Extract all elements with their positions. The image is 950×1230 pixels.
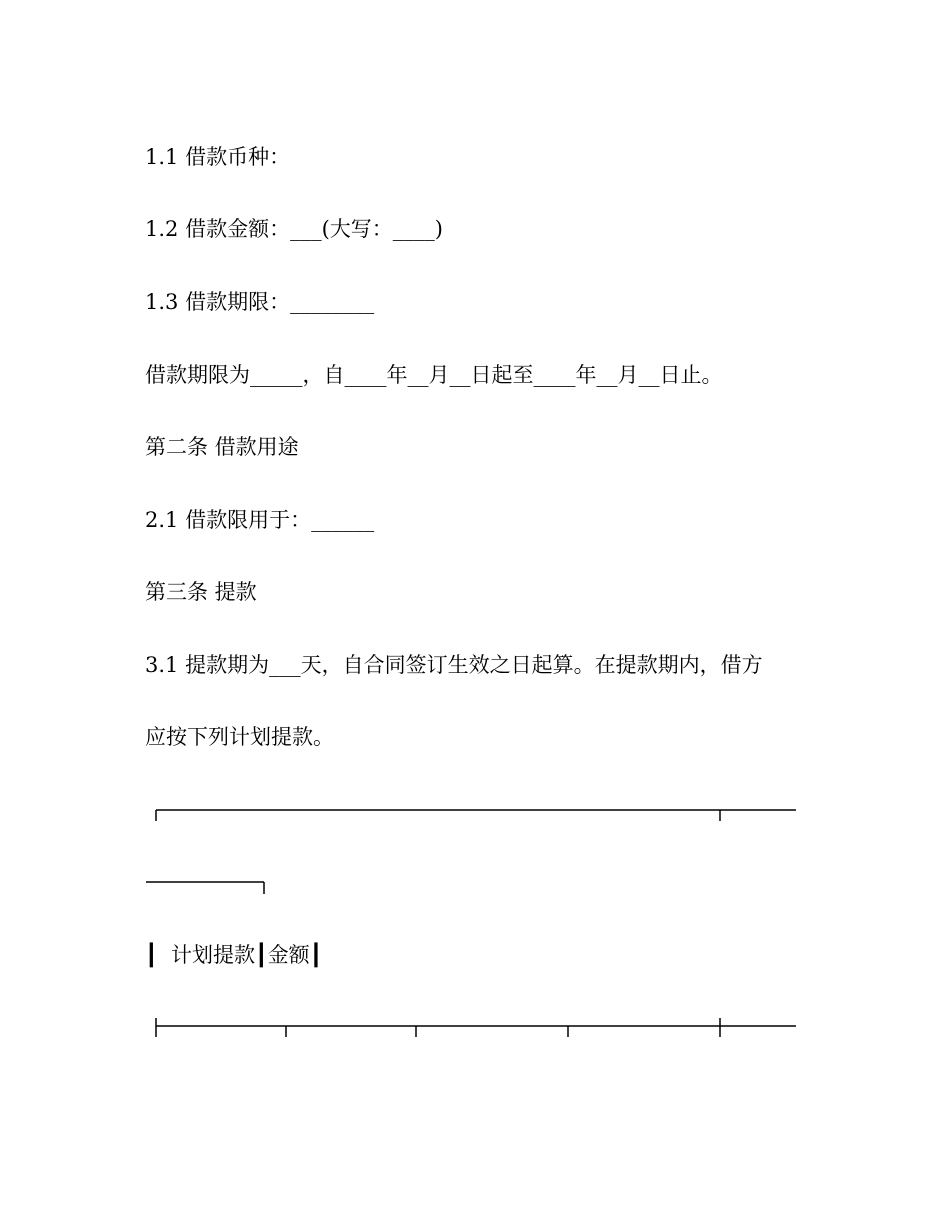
clause-1-3-term: 1.3 借款期限：________ (145, 290, 375, 314)
clause-1-1-currency: 1.1 借款币种： (145, 145, 291, 169)
table-header-row: ┃ 计划提款┃金额┃ (145, 943, 323, 967)
term-period-line: 借款期限为_____，自____年__月__日起至____年__月__日止。 (145, 363, 723, 387)
clause-3-1-drawdown: 3.1 提款期为___天，自合同签订生效之日起算。在提款期内，借方 (145, 653, 763, 677)
clause-1-2-amount: 1.2 借款金额：___(大写：____) (145, 217, 443, 241)
table-top-border (156, 810, 796, 821)
article-2-heading: 第二条 借款用途 (145, 435, 299, 459)
clause-2-1-purpose: 2.1 借款限用于：______ (145, 508, 375, 532)
article-3-heading: 第三条 提款 (145, 580, 257, 604)
table-separator-row (156, 1018, 796, 1037)
clause-3-1-drawdown-cont: 应按下列计划提款。 (145, 725, 334, 749)
table-top-border-wrap (146, 882, 264, 894)
